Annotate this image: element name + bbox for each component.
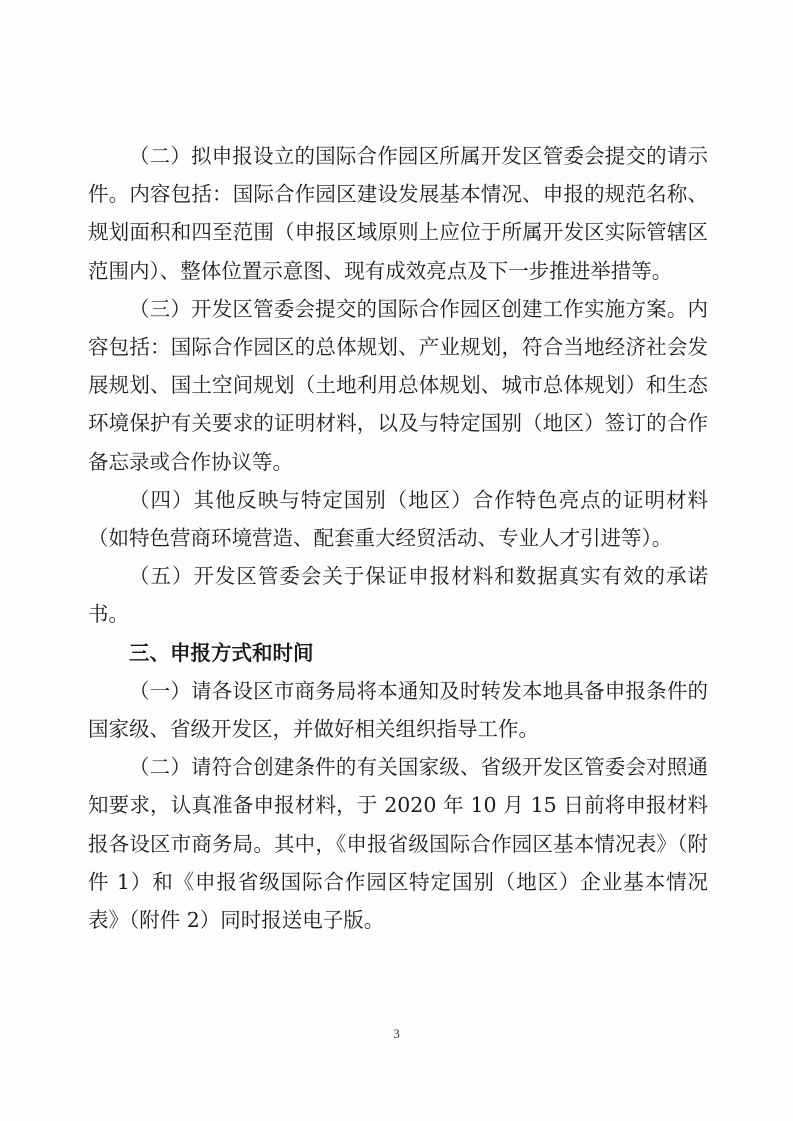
paragraph-prepare-materials: （二）请符合创建条件的有关国家级、省级开发区管委会对照通知要求，认真准备申报材料，于 2020 年 10 月 15 日前将申报材料报各设区市商务局。其中，《申报省级国际合作园区基本情况表》（附件 1）和《申报省级国际合作园区特定国别（地区）企业基本情况表》（附件 2）同时报送电子版。: [88, 755, 708, 933]
paragraph-implementation-plan: （三）开发区管委会提交的国际合作园区创建工作实施方案。内容包括：国际合作园区的总体规划、产业规划，符合当地经济社会发展规划、国土空间规划（土地利用总体规划、城市总体规划）和生态环境保护有关要求的证明材料，以及与特定国别（地区）签订的合作备忘录或合作协议等。: [88, 296, 708, 474]
page-number: 3: [393, 1026, 400, 1041]
document-body: [88, 137, 708, 939]
paragraph-forward-notice: （一）请各设区市商务局将本通知及时转发本地具备申报条件的国家级、省级开发区，并做好相关组织指导工作。: [88, 678, 708, 742]
paragraph-commitment-letter: （五）开发区管委会关于保证申报材料和数据真实有效的承诺书。: [88, 564, 708, 627]
paragraph-other-evidence: （四）其他反映与特定国别（地区）合作特色亮点的证明材料（如特色营商环境营造、配套重大经贸活动、专业人才引进等）。: [88, 487, 708, 551]
paragraph-submission-request: （二）拟申报设立的国际合作园区所属开发区管委会提交的请示件。内容包括：国际合作园区建设发展基本情况、申报的规范名称、规划面积和四至范围（申报区域原则上应位于所属开发区实际管辖区范围内）、整体位置示意图、现有成效亮点及下一步推进举措等。: [88, 144, 708, 283]
section-heading: 三、申报方式和时间: [129, 640, 314, 665]
